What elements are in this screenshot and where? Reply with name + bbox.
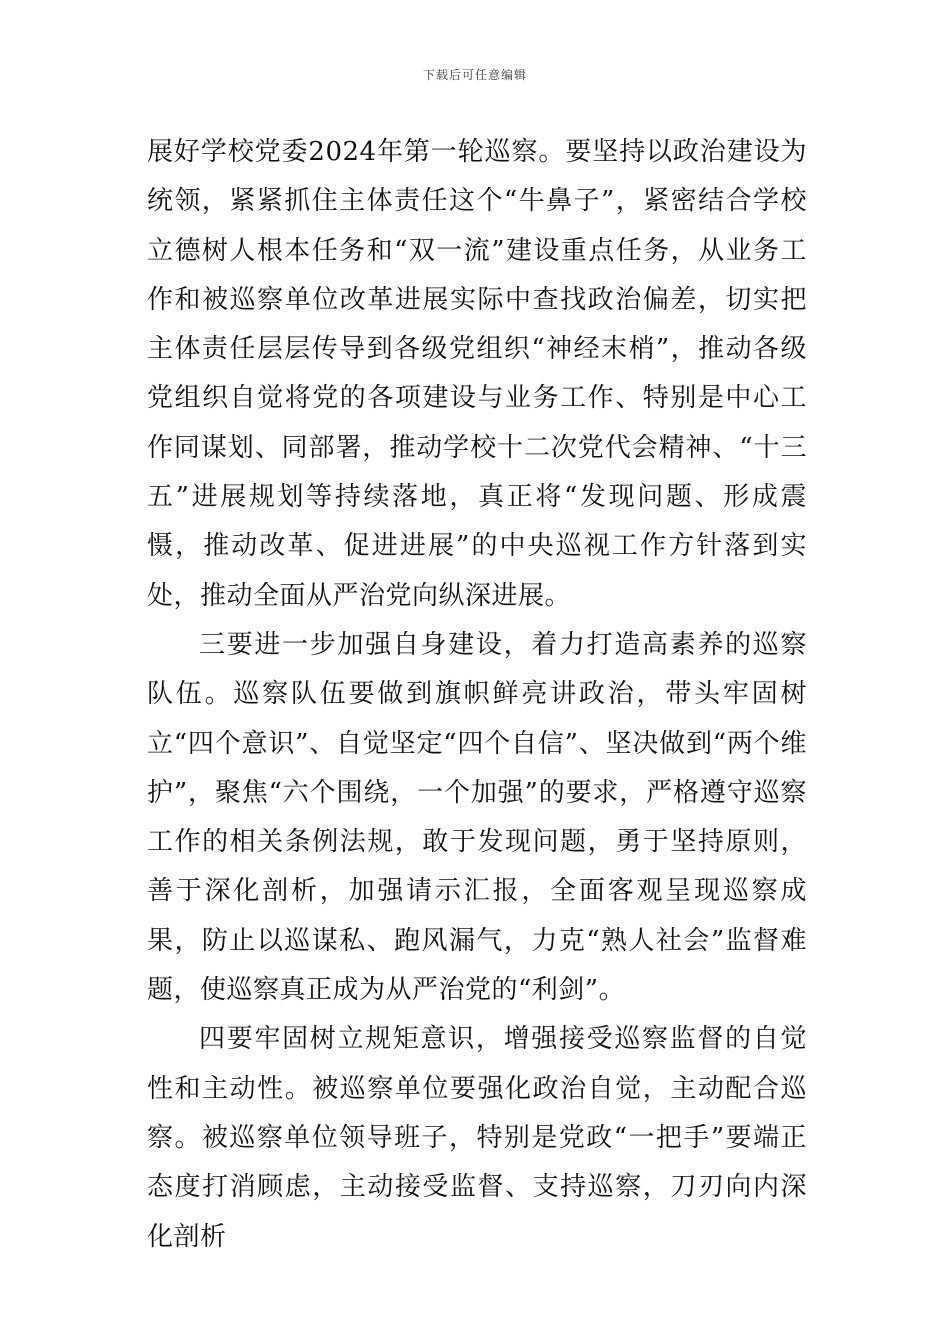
paragraph-continued: 展好学校党委2024年第一轮巡察。要坚持以政治建设为统领，紧紧抓住主体责任这个“牛鼻子”，紧密结合学校立德树人根本任务和“双一流”建设重点任务，从业务工作和被巡察单位改革进展实际中查找政治偏差，切实把主体责任层层传导到各级党组织“神经末梢”，推动各级党组织自觉将党的各项建设与业务工作、特别是中心工作同谋划、同部署，推动学校十二次党代会精神、“十三五”进展规划等持续落地，真正将“发现问题、形成震慑，推动改革、促进进展”的中央巡视工作方针落到实处，推动全面从严治党向纵深进展。 (147, 137, 807, 611)
paragraph-point-four: 四要牢固树立规矩意识，增强接受巡察监督的自觉性和主动性。被巡察单位要强化政治自觉，主动配合巡察。被巡察单位领导班子，特别是党政“一把手”要端正态度打消顾虑，主动接受监督、支持巡察，刀刃向内深化剖析 (147, 1024, 807, 1252)
paragraph-point-three: 三要进一步加强自身建设，着力打造高素养的巡察队伍。巡察队伍要做到旗帜鲜亮讲政治，带头牢固树立“四个意识”、自觉坚定“四个自信”、坚决做到“两个维护”，聚焦“六个围绕，一个加强”的要求，严格遵守巡察工作的相关条例法规，敢于发现问题，勇于坚持原则，善于深化剖析，加强请示汇报，全面客观呈现巡察成果，防止以巡谋私、跑风漏气，力克“熟人社会”监督难题，使巡察真正成为从严治党的“利剑”。 (147, 629, 807, 1006)
document-body (147, 128, 807, 1262)
page-header-note: 下载后可任意编辑 (422, 68, 527, 82)
